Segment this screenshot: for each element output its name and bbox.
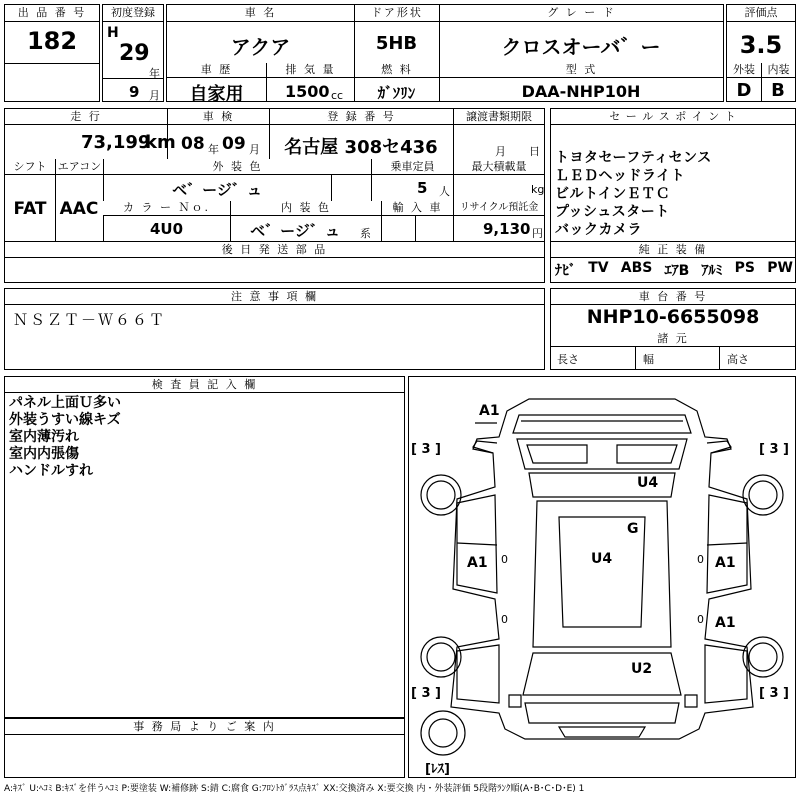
damage-mark: A1 bbox=[479, 403, 500, 419]
damage-mark: A1 bbox=[467, 555, 488, 571]
inspection-year: 08 bbox=[181, 134, 205, 154]
inspector-note: パネル上面Ｕ多い bbox=[9, 395, 121, 411]
damage-mark: A1 bbox=[715, 555, 736, 571]
score-value: 3.5 bbox=[739, 31, 783, 59]
genuine-equipment-list bbox=[555, 260, 793, 280]
ext-color-value: ベ゛ージ゛ュ bbox=[172, 181, 262, 199]
damage-mark: G bbox=[627, 521, 639, 537]
import-label: 輸 入 車 bbox=[381, 201, 453, 216]
transfer-day-unit: 日 bbox=[529, 145, 540, 158]
mileage-unit: km bbox=[145, 132, 176, 153]
sales-point-item: ビルトインＥＴＣ bbox=[555, 186, 671, 202]
grade-label: グ レ ー ド bbox=[439, 5, 723, 22]
int-color-label: 内 装 色 bbox=[230, 201, 381, 216]
exterior-value: D bbox=[736, 80, 752, 101]
details-box bbox=[4, 108, 545, 242]
tire-mark: [ 3 ] bbox=[411, 442, 441, 457]
lot-number-label: 出 品 番 号 bbox=[5, 5, 99, 22]
recycle-label: リサイクル預託金 bbox=[453, 201, 544, 216]
door-label: ドア形状 bbox=[354, 5, 439, 22]
displacement-label: 排 気 量 bbox=[266, 63, 354, 78]
car-name: アクア bbox=[230, 35, 291, 59]
ext-color-label: 外 装 色 bbox=[103, 159, 371, 175]
history-label: 車 歴 bbox=[167, 63, 266, 78]
mileage-label: 走 行 bbox=[5, 109, 167, 125]
car-diagram-box bbox=[408, 376, 796, 778]
color-no-value: 4U0 bbox=[149, 220, 184, 238]
exterior-label: 外装 bbox=[727, 63, 761, 78]
sales-point-item: ＬＥＤヘッドライト bbox=[555, 168, 686, 184]
model-label: 型 式 bbox=[439, 63, 723, 78]
recycle-unit: 円 bbox=[532, 227, 543, 240]
first-reg-month-unit: 月 bbox=[149, 89, 160, 102]
first-reg-year: 29 bbox=[119, 41, 150, 66]
era-letter: H bbox=[107, 25, 119, 41]
car-name-label: 車 名 bbox=[167, 5, 354, 22]
inspection-label: 車 検 bbox=[167, 109, 269, 125]
genuine-equipment-box bbox=[550, 241, 796, 283]
grade-value: クロスオーバ゛ー bbox=[501, 35, 661, 59]
length-label: 長さ bbox=[557, 353, 579, 366]
registration-label: 登 録 番 号 bbox=[269, 109, 453, 125]
inspector-notes bbox=[9, 395, 399, 480]
inspector-note: 室内薄汚れ bbox=[9, 429, 79, 445]
registration-value: 名古屋 308セ436 bbox=[284, 137, 438, 158]
equipment-item: TV bbox=[588, 260, 609, 276]
tire-mark: [ 3 ] bbox=[411, 686, 441, 701]
first-registration-box bbox=[102, 4, 164, 102]
height-label: 高さ bbox=[727, 353, 749, 366]
sales-point-item: バックカメラ bbox=[555, 222, 642, 238]
sales-point-item: トヨタセーフティセンス bbox=[555, 150, 712, 166]
damage-mark: A1 bbox=[715, 615, 736, 631]
inspection-month: 09 bbox=[222, 134, 246, 154]
inspection-month-unit: 月 bbox=[249, 143, 260, 156]
legend: A:ｷｽﾞ U:ﾍｺﾐ B:ｷｽﾞを伴うﾍｺﾐ P:要塗装 W:補修跡 S:錆 C:腐食 G:ﾌﾛﾝﾄｶﾞﾗｽ点ｷｽﾞ XX:交換済み X:要交換 内・外装評価 5段階ﾗﾝｸ順(A･B･C･D･E) 1 bbox=[4, 784, 585, 794]
tire-mark: [ 3 ] bbox=[759, 442, 789, 457]
sales-points-label: セ ー ル ス ポ イ ン ト bbox=[551, 109, 795, 125]
interior-value: B bbox=[771, 80, 785, 101]
zero-mark: 0 bbox=[501, 553, 508, 566]
history-value: 自家用 bbox=[189, 84, 244, 105]
score-label: 評価点 bbox=[727, 5, 795, 22]
load-label: 最大積載量 bbox=[453, 159, 544, 175]
damage-mark: U4 bbox=[591, 551, 613, 567]
aircon-value: AAC bbox=[59, 199, 99, 219]
inspector-note: ハンドルすれ bbox=[9, 463, 93, 479]
equipment-item: ｱﾙﾐ bbox=[701, 263, 723, 279]
tire-mark: [ 3 ] bbox=[759, 686, 789, 701]
mileage-value: 73,199 bbox=[81, 132, 151, 153]
caution-text: ＮＳＺＴ－Ｗ６６Ｔ bbox=[13, 311, 167, 329]
aircon-label: エアコン bbox=[55, 159, 103, 175]
car-diagram bbox=[409, 377, 795, 777]
later-parts-box bbox=[4, 241, 545, 283]
zero-mark: 0 bbox=[697, 553, 704, 566]
inspection-year-unit: 年 bbox=[208, 143, 219, 156]
width-label: 幅 bbox=[643, 353, 654, 366]
zero-mark: 0 bbox=[697, 613, 704, 626]
office-label: 事 務 局 よ り ご 案 内 bbox=[5, 719, 404, 735]
equipment-item: ﾅﾋﾞ bbox=[555, 263, 576, 279]
displacement-value: 1500 bbox=[285, 82, 330, 101]
lot-number-box bbox=[4, 4, 100, 102]
displacement-unit: cc bbox=[331, 89, 344, 102]
int-color-value: ベ゛ージ゛ュ bbox=[250, 222, 340, 240]
equipment-item: PS bbox=[734, 260, 756, 276]
capacity-label: 乗車定員 bbox=[371, 159, 453, 175]
recycle-value: 9,130 bbox=[483, 220, 531, 238]
shift-value: FAT bbox=[13, 199, 47, 219]
equipment-item: ABS bbox=[620, 260, 653, 276]
caution-box bbox=[4, 288, 545, 370]
chassis-label: 車 台 番 号 bbox=[551, 289, 795, 305]
vehicle-main-box bbox=[166, 4, 724, 105]
office-box bbox=[4, 718, 405, 778]
inspector-note: 外装うすい線キズ bbox=[9, 412, 121, 428]
first-registration-label: 初度登録 bbox=[103, 5, 163, 22]
first-reg-year-unit: 年 bbox=[149, 67, 160, 80]
equipment-item: PW bbox=[767, 260, 793, 276]
genuine-equipment-label: 純 正 装 備 bbox=[551, 242, 795, 258]
later-parts-label: 後 日 発 送 部 品 bbox=[5, 242, 544, 258]
load-unit: kg bbox=[531, 183, 545, 196]
caution-label: 注 意 事 項 欄 bbox=[5, 289, 544, 305]
int-color-unit: 系 bbox=[360, 227, 371, 240]
lot-number: 182 bbox=[26, 27, 78, 55]
capacity-value: 5 bbox=[417, 179, 428, 197]
chassis-value: NHP10-6655098 bbox=[586, 306, 760, 328]
door-value: 5HB bbox=[375, 33, 418, 54]
specs-label: 諸 元 bbox=[551, 331, 795, 347]
model-value: DAA-NHP10H bbox=[521, 82, 641, 101]
capacity-unit: 人 bbox=[439, 185, 450, 198]
equipment-item: ｴｱB bbox=[664, 263, 690, 279]
fuel-value: ｶﾞｿﾘﾝ bbox=[377, 84, 416, 102]
inspector-box bbox=[4, 376, 405, 718]
chassis-box bbox=[550, 288, 796, 370]
zero-mark: 0 bbox=[501, 613, 508, 626]
color-no-label: カ ラ ー Ｎｏ. bbox=[103, 201, 230, 216]
transfer-month-unit: 月 bbox=[495, 145, 506, 158]
fuel-label: 燃 料 bbox=[354, 63, 439, 78]
score-box bbox=[726, 4, 796, 102]
shift-label: シフト bbox=[5, 159, 55, 175]
inspector-label: 検 査 員 記 入 欄 bbox=[5, 377, 404, 393]
first-reg-month: 9 bbox=[129, 83, 140, 101]
damage-mark: U4 bbox=[637, 475, 659, 491]
tire-mark: [ﾚｽ] bbox=[425, 762, 450, 777]
sales-points-list bbox=[555, 149, 793, 239]
damage-mark: U2 bbox=[631, 661, 653, 677]
transfer-label: 譲渡書類期限 bbox=[453, 109, 544, 125]
sales-points-box bbox=[550, 108, 796, 242]
inspector-note: 室内内張傷 bbox=[9, 446, 79, 462]
sales-point-item: プッシュスタート bbox=[555, 204, 670, 220]
interior-label: 内装 bbox=[761, 63, 795, 78]
